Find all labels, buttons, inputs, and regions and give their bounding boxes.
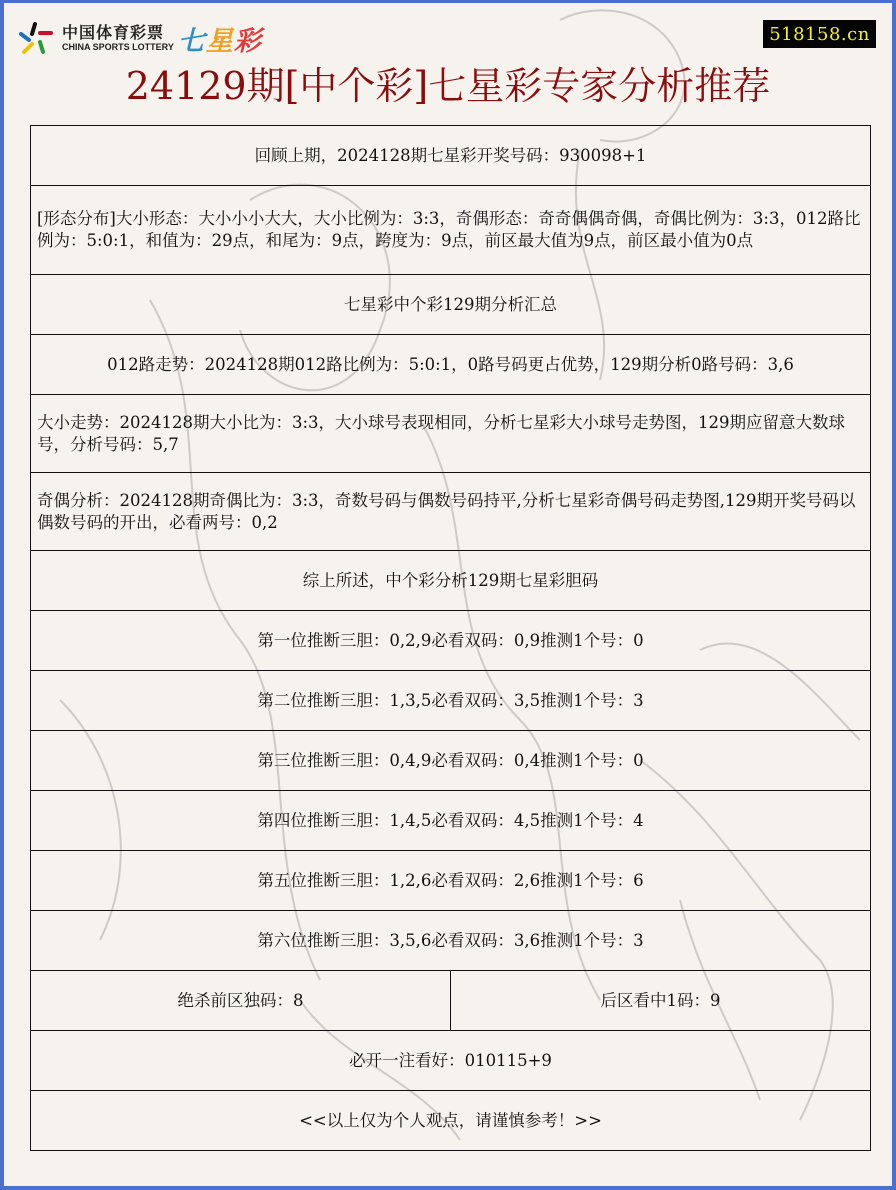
- qixingcai-logo-text: 七星彩: [177, 25, 262, 57]
- disclaimer-cell: <<以上仅为个人观点，请谨慎参考！>>: [31, 1091, 871, 1151]
- table-row: [31, 611, 871, 671]
- table-row: [31, 335, 871, 395]
- logo-org-zh: 中国体育彩票: [62, 22, 165, 42]
- table-row: [31, 791, 871, 851]
- position-4-cell: 第四位推断三胆：1,4,5必看双码：4,5推测1个号：4: [31, 791, 871, 851]
- big-small-cell: 大小走势：2024128期大小比为：3:3，大小球号表现相同，分析七星彩大小球号走势图，129期应留意大数球号，分析号码：5,7: [31, 395, 871, 473]
- position-6-cell: 第六位推断三胆：3,5,6必看双码：3,6推测1个号：3: [31, 911, 871, 971]
- position-2-cell: 第二位推断三胆：1,3,5必看双码：3,5推测1个号：3: [31, 671, 871, 731]
- table-row: [31, 731, 871, 791]
- table-row: [31, 473, 871, 551]
- table-row: [31, 971, 871, 1031]
- table-row: [31, 1031, 871, 1091]
- table-row: [31, 275, 871, 335]
- table-row: [31, 1091, 871, 1151]
- must-open-cell: 必开一注看好：010115+9: [31, 1031, 871, 1091]
- pattern-cell: [形态分布]大小形态：大小小小大大，大小比例为：3:3，奇偶形态：奇奇偶偶奇偶，奇偶比例为：3:3，012路比例为：5:0:1，和值为：29点，和尾为：9点，跨度为：9点，前区最大值为9点，前区最小值为0点: [31, 186, 871, 275]
- table-row: [31, 395, 871, 473]
- table-row: [31, 551, 871, 611]
- route-012-cell: 012路走势：2024128期012路比例为：5:0:1，0路号码更占优势，129期分析0路号码：3,6: [31, 335, 871, 395]
- table-row: [31, 671, 871, 731]
- table-row: [31, 851, 871, 911]
- back-pick-cell: 后区看中1码：9: [451, 971, 871, 1031]
- position-5-cell: 第五位推断三胆：1,2,6必看双码：2,6推测1个号：6: [31, 851, 871, 911]
- china-sports-lottery-logo: [18, 18, 262, 58]
- review-cell: 回顾上期，2024128期七星彩开奖号码：930098+1: [31, 126, 871, 186]
- page-title: 24129期[中个彩]七星彩专家分析推荐: [125, 64, 771, 108]
- conclusion-heading-cell: 综上所述，中个彩分析129期七星彩胆码: [31, 551, 871, 611]
- summary-heading-cell: 七星彩中个彩129期分析汇总: [31, 275, 871, 335]
- analysis-table: [30, 125, 871, 1151]
- position-3-cell: 第三位推断三胆：0,4,9必看双码：0,4推测1个号：0: [31, 731, 871, 791]
- position-1-cell: 第一位推断三胆：0,2,9必看双码：0,9推测1个号：0: [31, 611, 871, 671]
- logo-org-en: CHINA SPORTS LOTTERY: [62, 41, 174, 52]
- table-row: [31, 126, 871, 186]
- table-row: [31, 911, 871, 971]
- kill-front-cell: 绝杀前区独码：8: [31, 971, 451, 1031]
- odd-even-cell: 奇偶分析：2024128期奇偶比为：3:3，奇数号码与偶数号码持平,分析七星彩奇偶号码走势图,129期开奖号码以偶数号码的开出，必看两号：0,2: [31, 473, 871, 551]
- lottery-star-icon: [18, 20, 54, 56]
- table-row: [31, 186, 871, 275]
- site-badge[interactable]: 518158.cn: [763, 20, 876, 48]
